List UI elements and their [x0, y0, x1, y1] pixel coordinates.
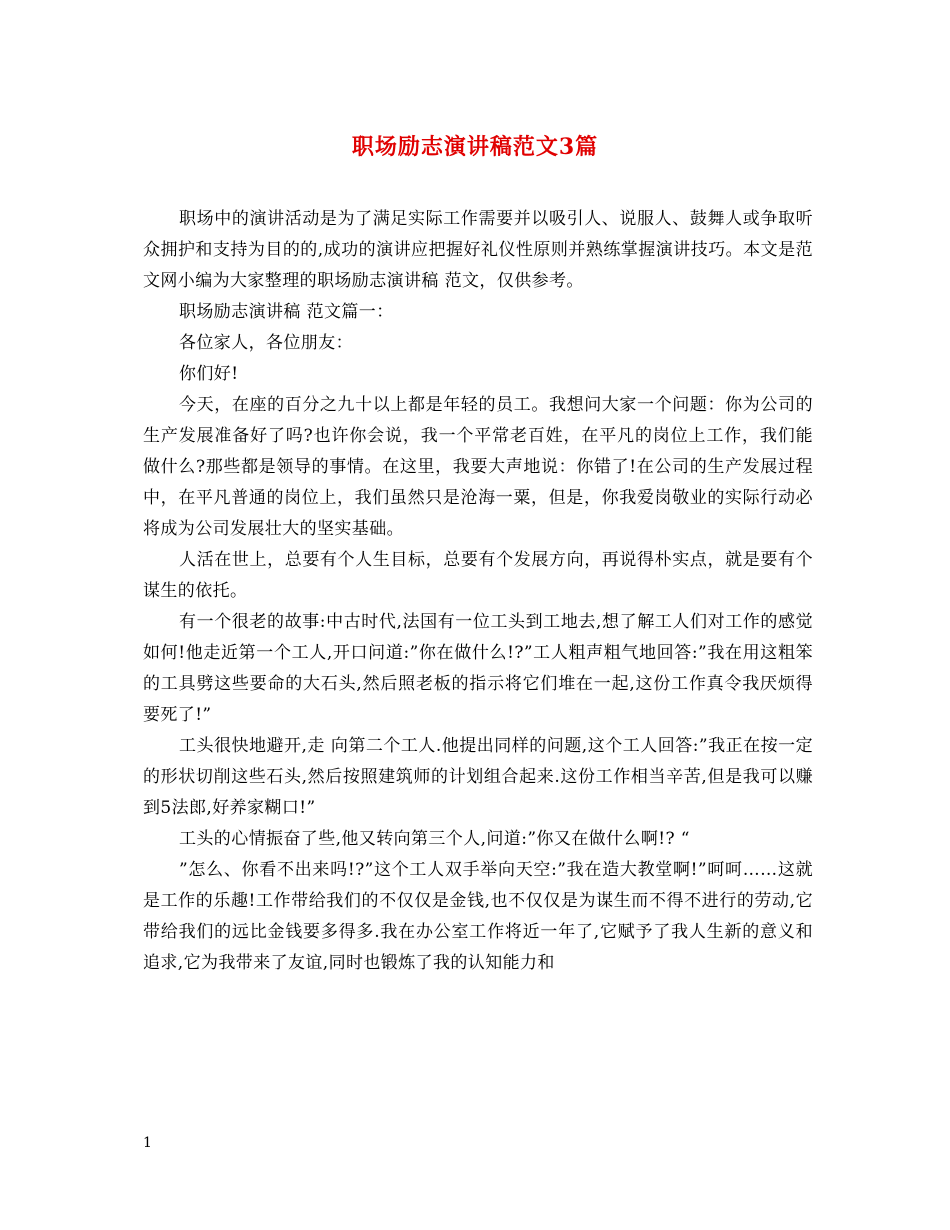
paragraph-greeting: 各位家人，各位朋友：	[179, 333, 353, 353]
page-number: 1	[143, 1135, 152, 1151]
paragraph-today: 今天，在座的百分之九十以上都是年轻的员工。我想问大家一个问题：你为公司的生产发展准备好了吗?也许你会说，我一个平常老百姓，在平凡的岗位上工作，我们能做什么?那些都是领导的事情。在这里，我要大声地说：你错了!在公司的生产发展过程中，在平凡普通的岗位上，我们虽然只是沧海一粟，但是，你我爱岗敬业的实际行动必将成为公司发展壮大的坚实基础。	[143, 395, 813, 539]
paragraph-second-worker: 工头很快地避开,走 向第二个工人.他提出同样的问题,这个工人回答:”我正在按一定的形状切削这些石头,然后按照建筑师的计划组合起来.这份工作相当辛苦,但是我可以赚到5法郎,好养家糊口!”	[143, 736, 813, 818]
paragraph-life-goal: 人活在世上，总要有个人生目标，总要有个发展方向，再说得朴实点，就是要有个谋生的依托。	[143, 550, 813, 601]
document-title: 职场励志演讲稿范文3篇	[351, 134, 599, 160]
paragraph-hello: 你们好!	[179, 364, 239, 384]
paragraph-cathedral: ”怎么、你看不出来吗!?”这个工人双手举向天空:”我在造大教堂啊!”呵呵……这就是工作的乐趣!工作带给我们的不仅仅是金钱,也不仅仅是为谋生而不得不进行的劳动,它带给我们的远比金钱要多得多.我在办公室工作将近一年了,它赋予了我人生新的意义和追求,它为我带来了友谊,同时也锻炼了我的认知能力和	[143, 860, 813, 973]
document-body	[143, 204, 813, 979]
paragraph-third-worker: 工头的心情振奋了些,他又转向第三个人,问道:”你又在做什么啊!? “	[179, 829, 690, 849]
paragraph-story: 有一个很老的故事:中古时代,法国有一位工头到工地去,想了解工人们对工作的感觉如何!他走近第一个工人,开口问道:”你在做什么!?”工人粗声粗气地回答:”我在用这粗笨的工具劈这些要命的大石头,然后照老板的指示将它们堆在一起,这份工作真令我厌烦得要死了!”	[143, 612, 813, 725]
paragraph-section-heading: 职场励志演讲稿 范文篇一：	[179, 302, 394, 322]
paragraph-intro: 职场中的演讲活动是为了满足实际工作需要并以吸引人、说服人、鼓舞人或争取听众拥护和支持为目的的,成功的演讲应把握好礼仪性原则并熟练掌握演讲技巧。本文是范文网小编为大家整理的职场励志演讲稿 范文，仅供参考。	[143, 209, 813, 291]
